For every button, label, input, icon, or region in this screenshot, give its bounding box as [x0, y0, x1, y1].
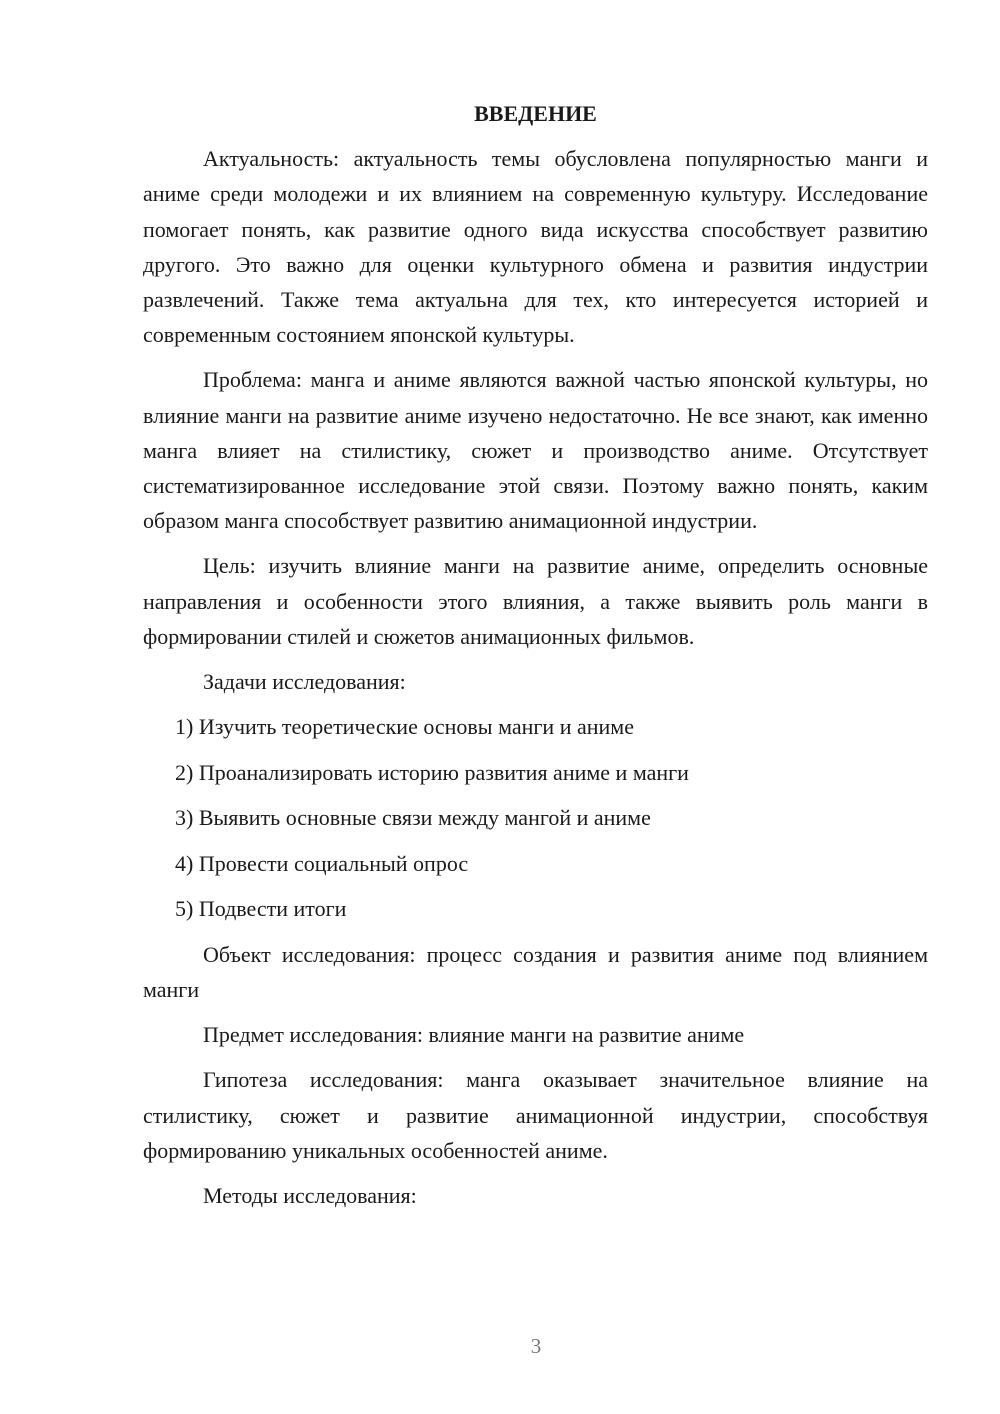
task-item: 3) Выявить основные связи между мангой и аниме [175, 805, 651, 831]
page-number: 3 [530, 1334, 542, 1358]
task-item: 2) Проанализировать историю развития аниме и манги [175, 759, 689, 785]
task-item: 5) Подвести итоги [175, 896, 347, 922]
task-item: 4) Провести социальный опрос [175, 850, 469, 876]
goal-paragraph: Цель: изучить влияние манги на развитие аниме, определить основные направления и особенности этого влияния, а также выявить роль манги в формировании стилей и сюжетов анимационных фильмов. [143, 553, 928, 649]
tasks-heading: Задачи исследования: [203, 669, 406, 695]
document-title: ВВЕДЕНИЕ [474, 101, 597, 126]
subject-paragraph: Предмет исследования: влияние манги на развитие аниме [203, 1022, 745, 1048]
tasks-list [143, 709, 928, 926]
hypothesis-paragraph: Гипотеза исследования: манга оказывает значительное влияние на стилистику, сюжет и развитие анимационной индустрии, способствуя формированию уникальных особенностей аниме. [143, 1067, 928, 1163]
task-item: 1) Изучить теоретические основы манги и аниме [175, 714, 634, 740]
methods-heading: Методы исследования: [203, 1182, 417, 1208]
problem-paragraph: Проблема: манга и аниме являются важной частью японской культуры, но влияние манги на развитие аниме изучено недостаточно. Не все знают, как именно манга влияет на стилистику, сюжет и производство аниме. Отсутствует систематизированное исследование этой связи. Поэтому важно понять, каким образом манга способствует развитию анимационной индустрии. [143, 367, 928, 534]
relevance-paragraph: Актуальность: актуальность темы обусловлена популярностью манги и аниме среди молодежи и их влиянием на современную культуру. Исследование помогает понять, как развитие одного вида искусства способствует развитию другого. Это важно для оценки культурного обмена и развития индустрии развлечений. Также тема актуальна для тех, кто интересуется историей и современным состоянием японской культуры. [143, 146, 928, 348]
document-page [143, 96, 928, 1223]
object-paragraph: Объект исследования: процесс создания и развития аниме под влиянием манги [143, 941, 928, 1002]
